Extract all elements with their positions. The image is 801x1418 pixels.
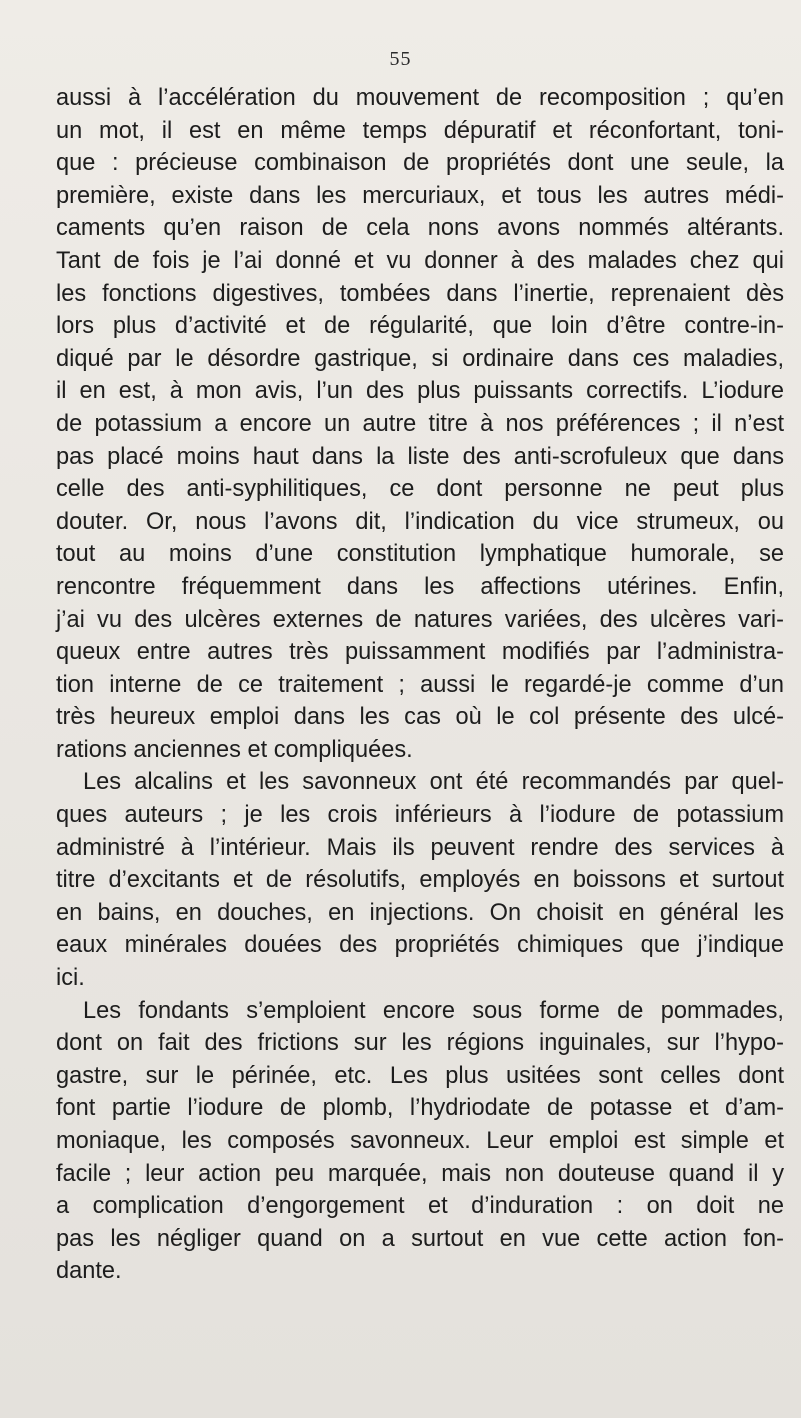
text-line: administré à l’intérieur. Mais ils peuvent rendre des services à xyxy=(56,834,784,861)
text-line: Les fondants s’emploient encore sous forme de pommades, xyxy=(83,997,784,1024)
text-line: facile ; leur action peu marquée, mais non douteuse quand il y xyxy=(56,1160,784,1187)
text-line: aussi à l’accélération du mouvement de recomposition ; qu’en xyxy=(56,85,784,111)
text-line: première, existe dans les mercuriaux, et tous les autres médi- xyxy=(56,182,784,209)
text-line: dante. xyxy=(56,1258,122,1285)
text-line: que : précieuse combinaison de propriétés dont une seule, la xyxy=(56,150,784,177)
text-line: gastre, sur le périnée, etc. Les plus usitées sont celles dont xyxy=(56,1062,784,1089)
text-line: j’ai vu des ulcères externes de natures variées, des ulcères vari- xyxy=(56,606,784,633)
text-line: ici. xyxy=(56,965,85,992)
text-line: rencontre fréquemment dans les affections utérines. Enfin, xyxy=(56,573,784,600)
text-line: font partie l’iodure de plomb, l’hydriodate de potasse et d’am- xyxy=(56,1095,784,1122)
text-line: diqué par le désordre gastrique, si ordinaire dans ces maladies, xyxy=(56,345,784,372)
text-line: celle des anti-syphilitiques, ce dont personne ne peut plus xyxy=(56,476,784,503)
text-line: titre d’excitants et de résolutifs, employés en boissons et surtout xyxy=(56,867,784,894)
text-line: moniaque, les composés savonneux. Leur emploi est simple et xyxy=(56,1128,784,1154)
text-line: dont on fait des frictions sur les régions inguinales, sur l’hypo- xyxy=(56,1030,784,1057)
text-line: Les alcalins et les savonneux ont été recommandés par quel- xyxy=(83,769,784,796)
paragraph xyxy=(56,82,784,766)
text-line: de potassium a encore un autre titre à nos préférences ; il n’est xyxy=(56,410,784,437)
text-line: un mot, il est en même temps dépuratif et réconfortant, toni- xyxy=(56,117,784,144)
body-text xyxy=(56,82,784,1288)
text-line: caments qu’en raison de cela nons avons nommés altérants. xyxy=(56,215,784,242)
text-line: tion interne de ce traitement ; aussi le regardé-je comme d’un xyxy=(56,671,784,698)
text-line: très heureux emploi dans les cas où le col présente des ulcé- xyxy=(56,704,784,731)
paragraph xyxy=(56,766,784,994)
page-number: 55 xyxy=(389,48,412,70)
text-line: pas placé moins haut dans la liste des anti-scrofuleux que dans xyxy=(56,443,784,470)
text-line: il en est, à mon avis, l’un des plus puissants correctifs. L’iodure xyxy=(56,378,784,405)
text-line: Tant de fois je l’ai donné et vu donner à des malades chez qui xyxy=(56,247,784,274)
text-line: douter. Or, nous l’avons dit, l’indication du vice strumeux, ou xyxy=(56,508,784,535)
text-line: eaux minérales douées des propriétés chimiques que j’indique xyxy=(56,932,784,959)
text-line: ques auteurs ; je les crois inférieurs à l’iodure de potassium xyxy=(56,802,784,829)
text-line: tout au moins d’une constitution lymphatique humorale, se xyxy=(56,541,784,568)
text-line: pas les négliger quand on a surtout en vue cette action fon- xyxy=(56,1225,784,1252)
text-line: a complication d’engorgement et d’induration : on doit ne xyxy=(56,1193,784,1220)
text-line: queux entre autres très puissamment modifiés par l’administra- xyxy=(56,639,784,666)
paragraph xyxy=(56,995,784,1288)
text-line: lors plus d’activité et de régularité, que loin d’être contre-in- xyxy=(56,313,784,340)
text-line: en bains, en douches, en injections. On choisit en général les xyxy=(56,899,784,926)
text-line: les fonctions digestives, tombées dans l’inertie, reprenaient dès xyxy=(56,280,784,307)
text-line: rations anciennes et compliquées. xyxy=(56,736,413,763)
